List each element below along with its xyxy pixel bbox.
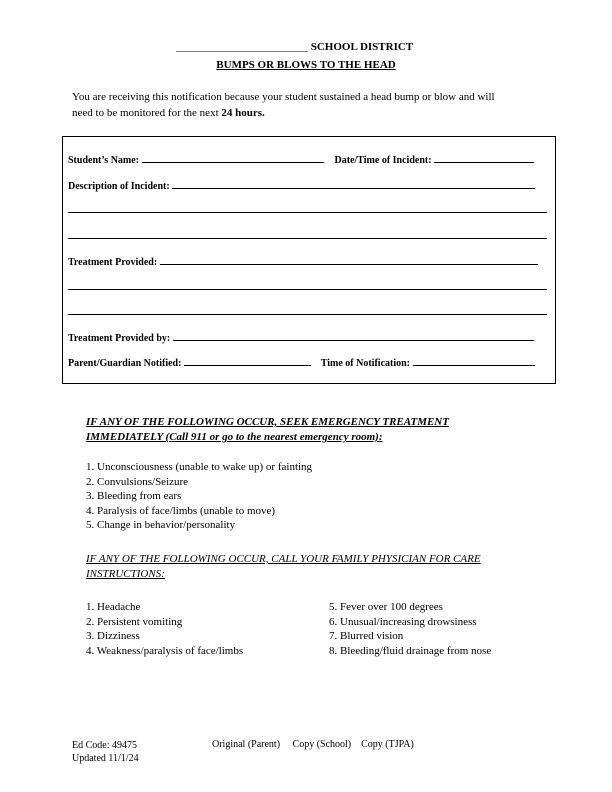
guardian-field[interactable] bbox=[184, 354, 311, 366]
list-item: 7. Blurred vision bbox=[329, 630, 404, 642]
updated-date: Updated 11/1/24 bbox=[72, 753, 139, 764]
description-line-3[interactable] bbox=[68, 238, 547, 239]
list-item: 2. Convulsions/Seizure bbox=[86, 475, 189, 488]
datetime-label: Date/Time of Incident: bbox=[334, 155, 432, 166]
treatment-field[interactable] bbox=[160, 253, 538, 265]
student-name-field[interactable] bbox=[142, 151, 324, 163]
district-label: SCHOOL DISTRICT bbox=[310, 41, 414, 53]
treatment-line-3[interactable] bbox=[68, 314, 547, 315]
intro-line-2 bbox=[72, 105, 495, 121]
emergency-list bbox=[86, 460, 312, 533]
list-item: 4. Weakness/paralysis of face/limbs bbox=[86, 644, 244, 657]
treatment-row bbox=[68, 253, 538, 268]
description-field[interactable] bbox=[172, 177, 535, 189]
district-blank[interactable]: ________________________ bbox=[176, 41, 308, 53]
treatment-line-2[interactable] bbox=[68, 289, 547, 290]
guardian-label: Parent/Guardian Notified: bbox=[68, 358, 182, 369]
emergency-heading-line-1: IF ANY OF THE FOLLOWING OCCUR, SEEK EMERGENCY TREATMENT bbox=[86, 416, 449, 428]
treatment-by-row bbox=[68, 329, 534, 344]
ed-code: Ed Code: 49475 bbox=[72, 740, 137, 751]
physician-heading-line-1: IF ANY OF THE FOLLOWING OCCUR, CALL YOUR FAMILY PHYSICIAN FOR CARE bbox=[86, 553, 481, 565]
datetime-field[interactable] bbox=[434, 151, 534, 163]
student-name-row bbox=[68, 151, 534, 166]
list-item: 3. Dizziness bbox=[86, 630, 140, 642]
list-item: 1. Headache bbox=[86, 601, 141, 613]
time-notification-label: Time of Notification: bbox=[320, 358, 411, 369]
physician-heading bbox=[86, 552, 481, 582]
intro-paragraph bbox=[72, 89, 495, 121]
emergency-heading-line-2: IMMEDIATELY (Call 911 or go to the nearest emergency room): bbox=[86, 431, 383, 443]
physician-list-right bbox=[329, 600, 491, 658]
list-item: 5. Fever over 100 degrees bbox=[329, 601, 443, 613]
description-line-2[interactable] bbox=[68, 212, 547, 213]
list-item: 8. Bleeding/fluid drainage from nose bbox=[329, 644, 492, 657]
description-label: Description of Incident: bbox=[68, 181, 170, 192]
time-notification-field[interactable] bbox=[413, 354, 535, 366]
treatment-label: Treatment Provided: bbox=[68, 257, 158, 268]
treatment-by-field[interactable] bbox=[173, 329, 534, 341]
treatment-by-label: Treatment Provided by: bbox=[68, 333, 171, 344]
list-item: 6. Unusual/increasing drowsiness bbox=[329, 615, 477, 628]
intro-line-2-prefix: need to be monitored for the next bbox=[72, 107, 219, 119]
intro-line-1: You are receiving this notification because your student sustained a head bump or blow and will bbox=[72, 91, 495, 103]
list-item: 1. Unconsciousness (unable to wake up) or fainting bbox=[86, 461, 313, 473]
physician-list-left bbox=[86, 600, 243, 658]
copy-distribution: Original (Parent) Copy (School) Copy (TJPA) bbox=[212, 739, 414, 750]
physician-heading-line-2: INSTRUCTIONS: bbox=[86, 568, 165, 580]
list-item: 2. Persistent vomiting bbox=[86, 615, 183, 628]
district-header bbox=[176, 41, 413, 53]
emergency-heading bbox=[86, 415, 449, 445]
list-item: 5. Change in behavior/personality bbox=[86, 519, 236, 531]
list-item: 3. Bleeding from ears bbox=[86, 490, 182, 502]
intro-hours: 24 hours. bbox=[221, 107, 265, 119]
list-item: 4. Paralysis of face/limbs (unable to move) bbox=[86, 504, 276, 517]
description-row bbox=[68, 177, 535, 192]
guardian-row bbox=[68, 354, 535, 369]
student-name-label: Student’s Name: bbox=[68, 155, 140, 166]
footer-left bbox=[72, 739, 139, 765]
page-title: BUMPS OR BLOWS TO THE HEAD bbox=[216, 59, 396, 71]
